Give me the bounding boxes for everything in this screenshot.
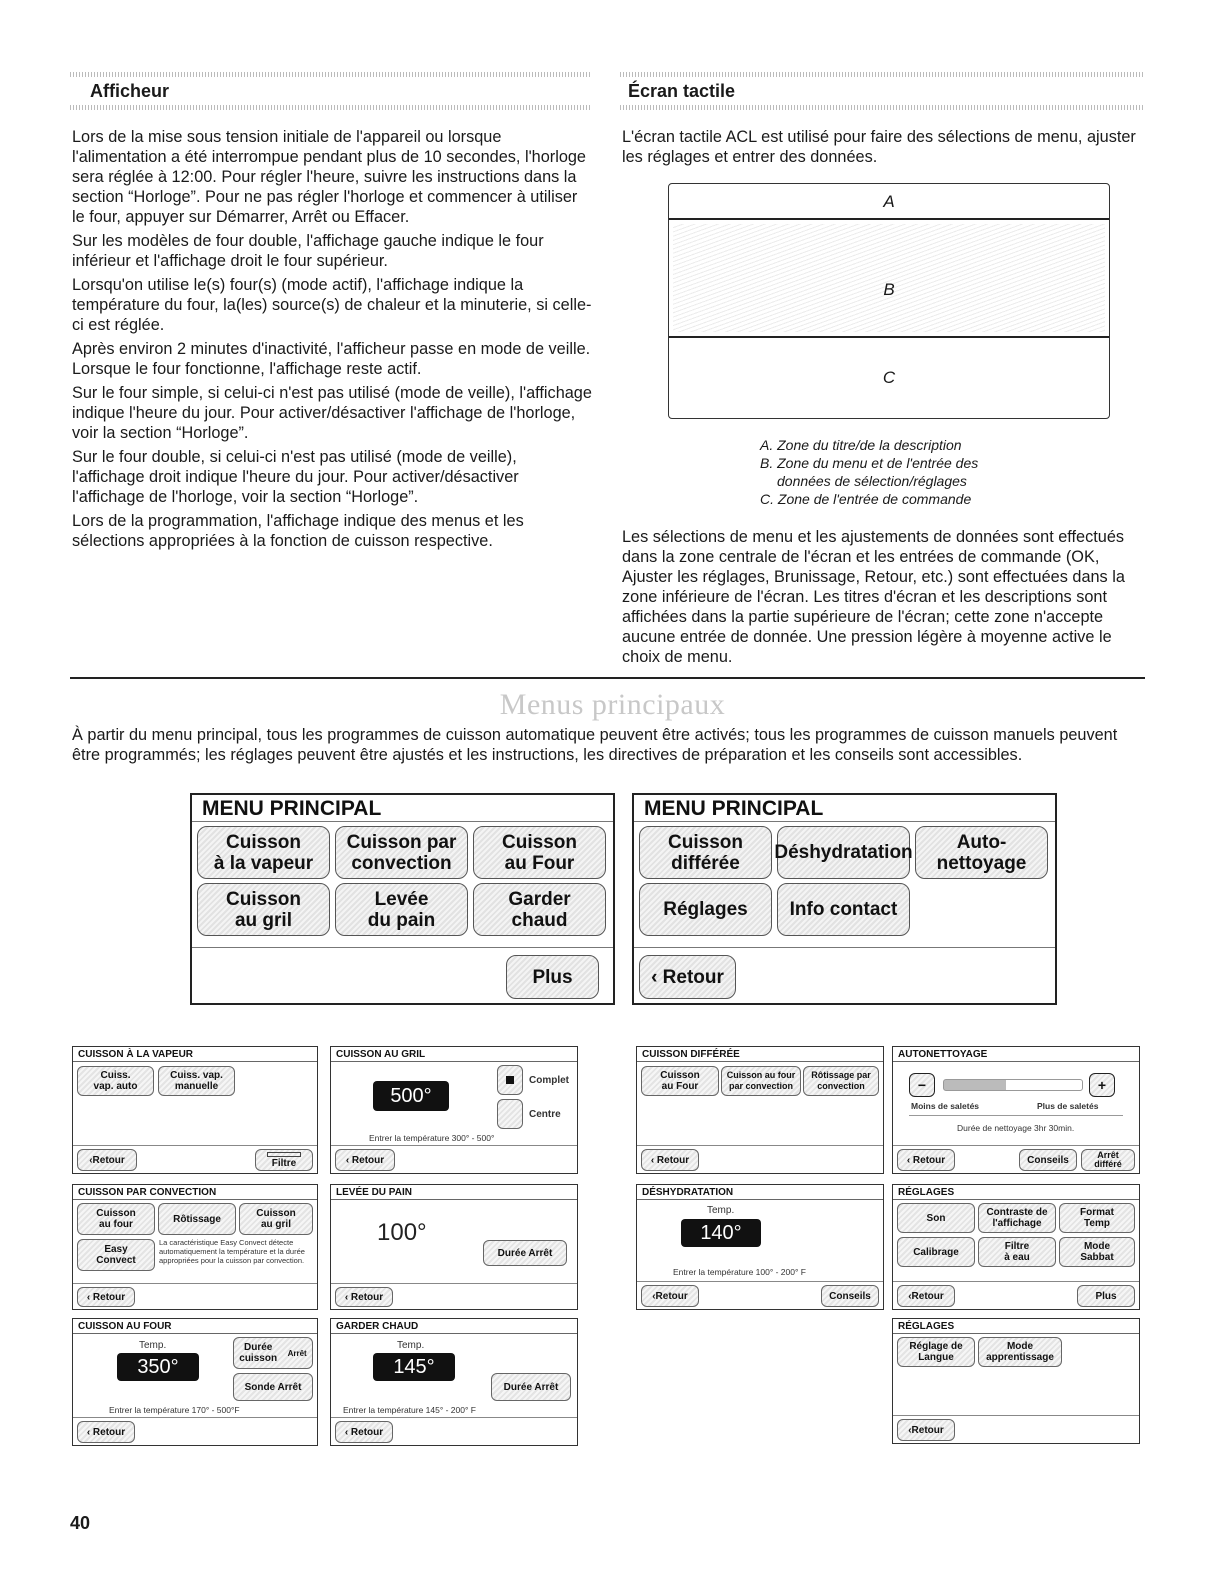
- panel-settings-1: [892, 1184, 1140, 1310]
- more-soil-label: Plus de saletés: [1037, 1101, 1099, 1111]
- legend-b-cont: données de sélection/réglages: [777, 473, 967, 489]
- easy-convect-button[interactable]: Easy Convect: [77, 1239, 155, 1271]
- main-menu-title: MENU PRINCIPAL: [644, 797, 824, 820]
- bake-button[interactable]: Cuisson au Four: [473, 826, 606, 879]
- less-soil-button[interactable]: [909, 1073, 935, 1097]
- more-button[interactable]: Plus: [1077, 1285, 1135, 1307]
- main-menu-1: [190, 793, 615, 1005]
- full-broil-button[interactable]: [497, 1065, 523, 1095]
- manual-steam-button[interactable]: Cuiss. vap. manuelle: [158, 1066, 235, 1096]
- panel-title: GARDER CHAUD: [336, 1321, 419, 1332]
- temperature-display[interactable]: 145°: [373, 1353, 455, 1381]
- delayed-convection-roast-button[interactable]: Rôtissage par convection: [803, 1066, 879, 1096]
- panel-title: RÉGLAGES: [898, 1187, 955, 1198]
- back-button[interactable]: ‹ Retour: [77, 1287, 135, 1307]
- dehydrate-button[interactable]: Déshydratation: [777, 826, 910, 879]
- demo-mode-button[interactable]: Mode apprentissage: [978, 1337, 1062, 1367]
- bread-proof-button[interactable]: Levée du pain: [335, 883, 468, 936]
- broil-button[interactable]: Cuisson au gril: [197, 883, 330, 936]
- filter-icon: [267, 1152, 301, 1157]
- temp-label: Temp.: [139, 1340, 167, 1351]
- settings-button[interactable]: Réglages: [639, 883, 772, 936]
- legend-c: C. Zone de l'entrée de commande: [760, 491, 972, 507]
- temp-label: Temp.: [707, 1205, 735, 1216]
- afficheur-paragraph: Après environ 2 minutes d'inactivité, l'afficheur passe en mode de veille. Lorsque le four fonctionne, l'affichage reste actif.: [72, 340, 591, 378]
- full-label: Complet: [529, 1075, 569, 1086]
- panel-title: CUISSON AU FOUR: [78, 1321, 172, 1332]
- zone-a-label: A: [883, 192, 895, 211]
- panel-settings-2: [892, 1318, 1140, 1444]
- display-contrast-button[interactable]: Contraste de l'affichage: [978, 1203, 1056, 1233]
- square-icon: [506, 1076, 514, 1084]
- back-button[interactable]: ‹ Retour: [335, 1421, 393, 1443]
- back-button[interactable]: ‹Retour: [897, 1419, 955, 1441]
- filter-label: Filtre: [271, 1157, 297, 1169]
- more-soil-button[interactable]: [1089, 1073, 1115, 1097]
- delayed-cook-button[interactable]: Cuisson différée: [639, 826, 772, 879]
- temperature-value: 100°: [377, 1219, 427, 1246]
- back-button[interactable]: ‹ Retour: [897, 1149, 955, 1171]
- afficheur-title: Afficheur: [90, 81, 170, 101]
- duration-stop-button[interactable]: Durée Arrêt: [491, 1373, 571, 1401]
- temp-range-text: Entrer la température 300° - 500°: [369, 1133, 495, 1143]
- afficheur-body: [72, 127, 592, 555]
- sabbath-mode-button[interactable]: Mode Sabbat: [1059, 1237, 1135, 1267]
- back-button[interactable]: ‹Retour: [641, 1285, 699, 1307]
- zone-c-label: C: [882, 368, 896, 387]
- afficheur-header: [70, 72, 590, 110]
- probe-stop-button[interactable]: Sonde Arrêt: [233, 1373, 313, 1401]
- more-button[interactable]: Plus: [506, 955, 599, 999]
- panel-delayed-cook: [636, 1046, 884, 1174]
- temp-range-text: Entrer la température 145° - 200° F: [343, 1405, 476, 1415]
- panel-broil: [330, 1046, 578, 1174]
- afficheur-paragraph: Sur le four double, si celui-ci n'est pas utilisé (mode de veille), l'affichage droit indique l'heure du jour. Pour activer/désactiver l'affichage de l'horloge, voir la section “Horloge”.: [72, 448, 519, 506]
- panel-steam-cook: [72, 1046, 318, 1174]
- page-number: 40: [70, 1513, 91, 1533]
- panel-title: AUTONETTOYAGE: [898, 1049, 988, 1060]
- soil-level-slider[interactable]: [943, 1079, 1083, 1091]
- clean-duration-text: Durée de nettoyage 3hr 30min.: [957, 1123, 1075, 1133]
- panel-keep-warm: [330, 1318, 578, 1446]
- main-menu-title: MENU PRINCIPAL: [202, 797, 382, 820]
- panel-title: CUISSON AU GRIL: [336, 1049, 426, 1060]
- back-button[interactable]: ‹ Retour: [77, 1421, 135, 1443]
- ecran-intro: L'écran tactile ACL est utilisé pour faire des sélections de menu, ajuster les réglages et entrer des données.: [622, 128, 1136, 166]
- contact-info-button[interactable]: Info contact: [777, 883, 910, 936]
- keep-warm-button[interactable]: Garder chaud: [473, 883, 606, 936]
- afficheur-paragraph: Lors de la mise sous tension initiale de l'appareil ou lorsque l'alimentation a été interrompue pendant plus de 10 secondes, l'horloge sera réglée à 12:00. Pour régler l'heure, suivre les instructions dans la section “Horloge”. Pour ne pas régler l'horloge et commencer à utiliser le four, appuyer sur Démarrer, Arrêt ou Effacer.: [72, 128, 586, 226]
- menus-title: Menus principaux: [499, 688, 726, 721]
- tips-button[interactable]: Conseils: [821, 1285, 879, 1307]
- language-button[interactable]: Réglage de Langue: [897, 1337, 975, 1367]
- sound-button[interactable]: Son: [897, 1203, 975, 1233]
- back-button[interactable]: ‹ Retour: [641, 1149, 699, 1171]
- back-button[interactable]: ‹ Retour: [639, 955, 736, 999]
- panel-self-clean: [892, 1046, 1140, 1174]
- center-broil-button[interactable]: [497, 1099, 523, 1129]
- panel-title: DÉSHYDRATATION: [642, 1187, 734, 1198]
- tips-button[interactable]: Conseils: [1019, 1149, 1077, 1171]
- afficheur-paragraph: Lorsqu'on utilise le(s) four(s) (mode actif), l'affichage indique la température du four, la(les) source(s) de chaleur et la minuterie, si celle-ci est réglée.: [72, 276, 592, 334]
- diagram-legend: [760, 436, 1080, 508]
- plus-icon: +: [1097, 1076, 1107, 1093]
- temperature-display[interactable]: 500°: [373, 1081, 449, 1111]
- panel-bake: [72, 1318, 318, 1446]
- main-menu-2: [632, 793, 1057, 1005]
- delayed-convection-bake-button[interactable]: Cuisson au four par convection: [721, 1066, 801, 1096]
- cook-time-stop-button[interactable]: [233, 1337, 313, 1369]
- temperature-display[interactable]: 350°: [117, 1353, 199, 1381]
- panel-title: RÉGLAGES: [898, 1321, 955, 1332]
- delayed-stop-button[interactable]: Arrêt différé: [1081, 1149, 1135, 1171]
- panel-title: CUISSON DIFFÉRÉE: [642, 1049, 740, 1060]
- less-soil-label: Moins de saletés: [911, 1101, 980, 1111]
- stop-label: Arrêt: [287, 1348, 307, 1358]
- panel-title: CUISSON À LA VAPEUR: [78, 1049, 194, 1060]
- water-filter-button[interactable]: Filtre à eau: [978, 1237, 1056, 1267]
- temp-format-button[interactable]: Format Temp: [1059, 1203, 1135, 1233]
- duration-stop-button[interactable]: Durée Arrêt: [483, 1240, 567, 1266]
- afficheur-paragraph: Sur le four simple, si celui-ci n'est pas utilisé (mode de veille), l'affichage indique l'heure du jour. Pour activer/désactiver l'affichage de l'horloge, voir la section “Horloge”.: [72, 384, 592, 442]
- convection-roast-button[interactable]: Rôtissage: [158, 1203, 236, 1235]
- temp-range-text: Entrer la température 100° - 200° F: [673, 1267, 806, 1277]
- afficheur-paragraph: Lors de la programmation, l'affichage indique des menus et les sélections appropriées à la fonction de cuisson respective.: [72, 512, 524, 550]
- panel-bread-proof: [330, 1184, 578, 1310]
- auto-steam-button[interactable]: Cuiss. vap. auto: [77, 1066, 154, 1096]
- panel-convection: [72, 1184, 318, 1310]
- calibration-button[interactable]: Calibrage: [897, 1237, 975, 1267]
- menus-intro: À partir du menu principal, tous les programmes de cuisson automatique peuvent être activés; tous les programmes de cuisson manuels peuvent être programmés; les réglages peuvent être ajustés et les instructions, les directives de préparation et les conseils sont accessibles.: [72, 726, 1118, 764]
- panel-title: CUISSON PAR CONVECTION: [78, 1187, 217, 1198]
- zone-b-label: B: [883, 280, 895, 299]
- back-button[interactable]: ‹ Retour: [335, 1287, 393, 1307]
- ecran-title: Écran tactile: [628, 81, 736, 101]
- section-divider: [70, 677, 1145, 679]
- steam-cook-button[interactable]: Cuisson à la vapeur: [197, 826, 330, 879]
- screen-zone-diagram: [668, 183, 1110, 419]
- legend-b: B. Zone du menu et de l'entrée des: [760, 455, 979, 471]
- zone-b-area: [673, 224, 1105, 332]
- center-label: Centre: [529, 1109, 561, 1120]
- filter-button[interactable]: [255, 1149, 313, 1171]
- easy-convect-description: La caractéristique Easy Convect détecte automatiquement la température et la durée appropriées pour la cuisson par convection.: [159, 1238, 305, 1265]
- convection-bake-button[interactable]: Cuisson au four: [77, 1203, 155, 1235]
- panel-dehydrate: [636, 1184, 884, 1310]
- temperature-display[interactable]: 140°: [681, 1219, 761, 1247]
- temp-range-text: Entrer la température 170° - 500°F: [109, 1405, 240, 1415]
- delayed-bake-button[interactable]: Cuisson au Four: [641, 1066, 719, 1096]
- ecran-paragraph: Les sélections de menu et les ajustements de données sont effectués dans la zone centrale de l'écran et les entrées de commande (OK, Ajuster les réglages, Brunissage, Retour, etc.) sont effectuées dans la zone inférieure de l'écran. Les titres d'écran et les descriptions sont affichées dans la partie supérieure de l'écran; cette zone n'accepte aucune entrée de donnée. Une pression légère à moyenne active le choix de menu.: [622, 528, 1125, 666]
- convection-broil-button[interactable]: Cuisson au gril: [239, 1203, 313, 1235]
- back-button[interactable]: ‹Retour: [897, 1285, 955, 1307]
- afficheur-paragraph: Sur les modèles de four double, l'affichage gauche indique le four inférieur et l'affichage droit le four supérieur.: [72, 232, 544, 270]
- back-button[interactable]: ‹ Retour: [335, 1149, 395, 1171]
- cook-time-label: Durée cuisson: [239, 1342, 278, 1364]
- panel-title: LEVÉE DU PAIN: [336, 1187, 412, 1198]
- convection-cook-button[interactable]: Cuisson par convection: [335, 826, 468, 879]
- back-button[interactable]: ‹Retour: [77, 1149, 137, 1171]
- legend-a: A. Zone du titre/de la description: [760, 437, 962, 453]
- self-clean-button[interactable]: Auto- nettoyage: [915, 826, 1048, 879]
- minus-icon: −: [917, 1076, 927, 1093]
- temp-label: Temp.: [397, 1340, 425, 1351]
- ecran-header: [620, 72, 1145, 110]
